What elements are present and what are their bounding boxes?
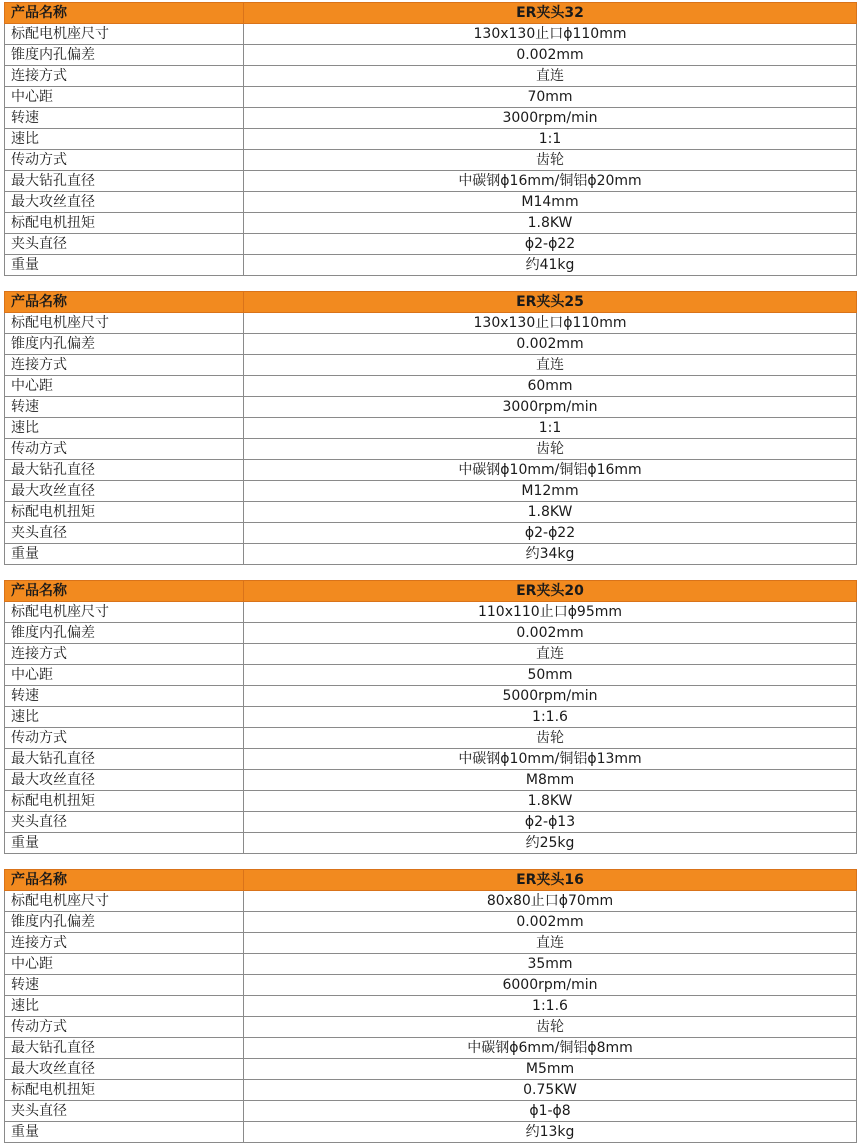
table-row bbox=[5, 707, 857, 728]
table-row bbox=[5, 812, 857, 833]
row-label: 连接方式 bbox=[5, 355, 244, 376]
table-header-row bbox=[5, 292, 857, 313]
row-value: 0.002mm bbox=[244, 623, 857, 644]
row-value: 约13kg bbox=[244, 1122, 857, 1143]
row-value: 1:1 bbox=[244, 418, 857, 439]
table-header-row bbox=[5, 581, 857, 602]
table-row bbox=[5, 749, 857, 770]
row-label: 标配电机扭矩 bbox=[5, 502, 244, 523]
row-label: 传动方式 bbox=[5, 150, 244, 171]
row-value: 1.8KW bbox=[244, 791, 857, 812]
row-label: 速比 bbox=[5, 129, 244, 150]
row-value: M8mm bbox=[244, 770, 857, 791]
product-name: ER夹头16 bbox=[244, 870, 857, 891]
row-value: 1:1.6 bbox=[244, 707, 857, 728]
row-label: 锥度内孔偏差 bbox=[5, 45, 244, 66]
row-value: 约25kg bbox=[244, 833, 857, 854]
row-label: 锥度内孔偏差 bbox=[5, 334, 244, 355]
table-row bbox=[5, 397, 857, 418]
row-value: ϕ2-ϕ13 bbox=[244, 812, 857, 833]
row-label: 连接方式 bbox=[5, 933, 244, 954]
table-row bbox=[5, 544, 857, 565]
row-value: 110x110止口ϕ95mm bbox=[244, 602, 857, 623]
table-row bbox=[5, 439, 857, 460]
table-row bbox=[5, 502, 857, 523]
row-value: 6000rpm/min bbox=[244, 975, 857, 996]
header-label: 产品名称 bbox=[5, 581, 244, 602]
row-value: 直连 bbox=[244, 355, 857, 376]
row-label: 标配电机座尺寸 bbox=[5, 24, 244, 45]
row-value: 中碳钢ϕ16mm/铜铝ϕ20mm bbox=[244, 171, 857, 192]
table-row bbox=[5, 1059, 857, 1080]
row-value: M14mm bbox=[244, 192, 857, 213]
table-row bbox=[5, 481, 857, 502]
table-row bbox=[5, 602, 857, 623]
row-label: 转速 bbox=[5, 108, 244, 129]
table-row bbox=[5, 770, 857, 791]
row-value: 60mm bbox=[244, 376, 857, 397]
table-row bbox=[5, 213, 857, 234]
row-value: 70mm bbox=[244, 87, 857, 108]
spec-table-er25 bbox=[4, 291, 857, 565]
row-value: 50mm bbox=[244, 665, 857, 686]
table-row bbox=[5, 313, 857, 334]
table-row bbox=[5, 523, 857, 544]
table-row bbox=[5, 355, 857, 376]
table-row bbox=[5, 334, 857, 355]
row-value: 1:1 bbox=[244, 129, 857, 150]
row-label: 速比 bbox=[5, 707, 244, 728]
table-row bbox=[5, 954, 857, 975]
table-row bbox=[5, 150, 857, 171]
row-value: M5mm bbox=[244, 1059, 857, 1080]
product-name: ER夹头25 bbox=[244, 292, 857, 313]
row-label: 最大攻丝直径 bbox=[5, 481, 244, 502]
row-value: ϕ2-ϕ22 bbox=[244, 234, 857, 255]
header-label: 产品名称 bbox=[5, 3, 244, 24]
row-value: 0.002mm bbox=[244, 912, 857, 933]
row-label: 连接方式 bbox=[5, 66, 244, 87]
row-label: 转速 bbox=[5, 686, 244, 707]
row-value: ϕ1-ϕ8 bbox=[244, 1101, 857, 1122]
row-value: 0.75KW bbox=[244, 1080, 857, 1101]
table-row bbox=[5, 833, 857, 854]
row-label: 标配电机座尺寸 bbox=[5, 891, 244, 912]
table-row bbox=[5, 171, 857, 192]
row-label: 标配电机扭矩 bbox=[5, 213, 244, 234]
row-label: 中心距 bbox=[5, 954, 244, 975]
row-value: 5000rpm/min bbox=[244, 686, 857, 707]
row-label: 传动方式 bbox=[5, 728, 244, 749]
table-row bbox=[5, 686, 857, 707]
row-label: 转速 bbox=[5, 397, 244, 418]
table-header-row bbox=[5, 3, 857, 24]
row-label: 标配电机扭矩 bbox=[5, 791, 244, 812]
row-value: 130x130止口ϕ110mm bbox=[244, 313, 857, 334]
table-row bbox=[5, 791, 857, 812]
table-row bbox=[5, 933, 857, 954]
table-row bbox=[5, 996, 857, 1017]
table-row bbox=[5, 1122, 857, 1143]
row-label: 中心距 bbox=[5, 376, 244, 397]
row-value: 齿轮 bbox=[244, 439, 857, 460]
table-row bbox=[5, 192, 857, 213]
row-label: 最大钻孔直径 bbox=[5, 171, 244, 192]
table-row bbox=[5, 376, 857, 397]
table-row bbox=[5, 912, 857, 933]
table-row bbox=[5, 1038, 857, 1059]
spec-table-er20 bbox=[4, 580, 857, 854]
row-label: 中心距 bbox=[5, 87, 244, 108]
row-label: 传动方式 bbox=[5, 439, 244, 460]
row-label: 标配电机座尺寸 bbox=[5, 313, 244, 334]
row-value: 中碳钢ϕ10mm/铜铝ϕ16mm bbox=[244, 460, 857, 481]
table-row bbox=[5, 1101, 857, 1122]
row-label: 夹头直径 bbox=[5, 812, 244, 833]
table-row bbox=[5, 1080, 857, 1101]
row-value: 直连 bbox=[244, 66, 857, 87]
table-row bbox=[5, 623, 857, 644]
table-row bbox=[5, 1017, 857, 1038]
row-label: 夹头直径 bbox=[5, 523, 244, 544]
table-row bbox=[5, 87, 857, 108]
table-header-row bbox=[5, 870, 857, 891]
row-label: 最大钻孔直径 bbox=[5, 749, 244, 770]
table-row bbox=[5, 460, 857, 481]
header-label: 产品名称 bbox=[5, 292, 244, 313]
row-value: ϕ2-ϕ22 bbox=[244, 523, 857, 544]
row-value: 齿轮 bbox=[244, 1017, 857, 1038]
row-label: 最大钻孔直径 bbox=[5, 460, 244, 481]
row-value: 0.002mm bbox=[244, 334, 857, 355]
row-value: 0.002mm bbox=[244, 45, 857, 66]
row-label: 重量 bbox=[5, 255, 244, 276]
row-value: 齿轮 bbox=[244, 728, 857, 749]
row-label: 夹头直径 bbox=[5, 234, 244, 255]
product-name: ER夹头32 bbox=[244, 3, 857, 24]
row-value: 约34kg bbox=[244, 544, 857, 565]
table-row bbox=[5, 665, 857, 686]
row-label: 最大钻孔直径 bbox=[5, 1038, 244, 1059]
table-row bbox=[5, 24, 857, 45]
table-row bbox=[5, 891, 857, 912]
row-label: 中心距 bbox=[5, 665, 244, 686]
row-label: 最大攻丝直径 bbox=[5, 1059, 244, 1080]
row-label: 锥度内孔偏差 bbox=[5, 623, 244, 644]
table-row bbox=[5, 728, 857, 749]
row-value: 80x80止口ϕ70mm bbox=[244, 891, 857, 912]
row-value: 中碳钢ϕ10mm/铜铝ϕ13mm bbox=[244, 749, 857, 770]
row-value: 3000rpm/min bbox=[244, 397, 857, 418]
table-row bbox=[5, 234, 857, 255]
row-value: 1.8KW bbox=[244, 502, 857, 523]
row-label: 重量 bbox=[5, 544, 244, 565]
row-label: 最大攻丝直径 bbox=[5, 770, 244, 791]
row-value: 130x130止口ϕ110mm bbox=[244, 24, 857, 45]
table-row bbox=[5, 644, 857, 665]
row-value: 齿轮 bbox=[244, 150, 857, 171]
row-value: 3000rpm/min bbox=[244, 108, 857, 129]
table-row bbox=[5, 45, 857, 66]
table-row bbox=[5, 975, 857, 996]
row-value: 35mm bbox=[244, 954, 857, 975]
row-value: 直连 bbox=[244, 933, 857, 954]
row-label: 最大攻丝直径 bbox=[5, 192, 244, 213]
spec-table-er16 bbox=[4, 869, 857, 1143]
row-label: 标配电机座尺寸 bbox=[5, 602, 244, 623]
row-label: 重量 bbox=[5, 833, 244, 854]
row-value: 1:1.6 bbox=[244, 996, 857, 1017]
table-row bbox=[5, 255, 857, 276]
table-row bbox=[5, 418, 857, 439]
row-label: 夹头直径 bbox=[5, 1101, 244, 1122]
row-value: 1.8KW bbox=[244, 213, 857, 234]
row-label: 锥度内孔偏差 bbox=[5, 912, 244, 933]
row-value: 直连 bbox=[244, 644, 857, 665]
row-value: 约41kg bbox=[244, 255, 857, 276]
row-label: 重量 bbox=[5, 1122, 244, 1143]
row-label: 速比 bbox=[5, 996, 244, 1017]
table-row bbox=[5, 66, 857, 87]
header-label: 产品名称 bbox=[5, 870, 244, 891]
spec-table-er32 bbox=[4, 2, 857, 276]
row-value: 中碳钢ϕ6mm/铜铝ϕ8mm bbox=[244, 1038, 857, 1059]
table-row bbox=[5, 129, 857, 150]
table-row bbox=[5, 108, 857, 129]
row-label: 连接方式 bbox=[5, 644, 244, 665]
row-label: 标配电机扭矩 bbox=[5, 1080, 244, 1101]
row-label: 传动方式 bbox=[5, 1017, 244, 1038]
row-label: 转速 bbox=[5, 975, 244, 996]
row-label: 速比 bbox=[5, 418, 244, 439]
row-value: M12mm bbox=[244, 481, 857, 502]
product-name: ER夹头20 bbox=[244, 581, 857, 602]
